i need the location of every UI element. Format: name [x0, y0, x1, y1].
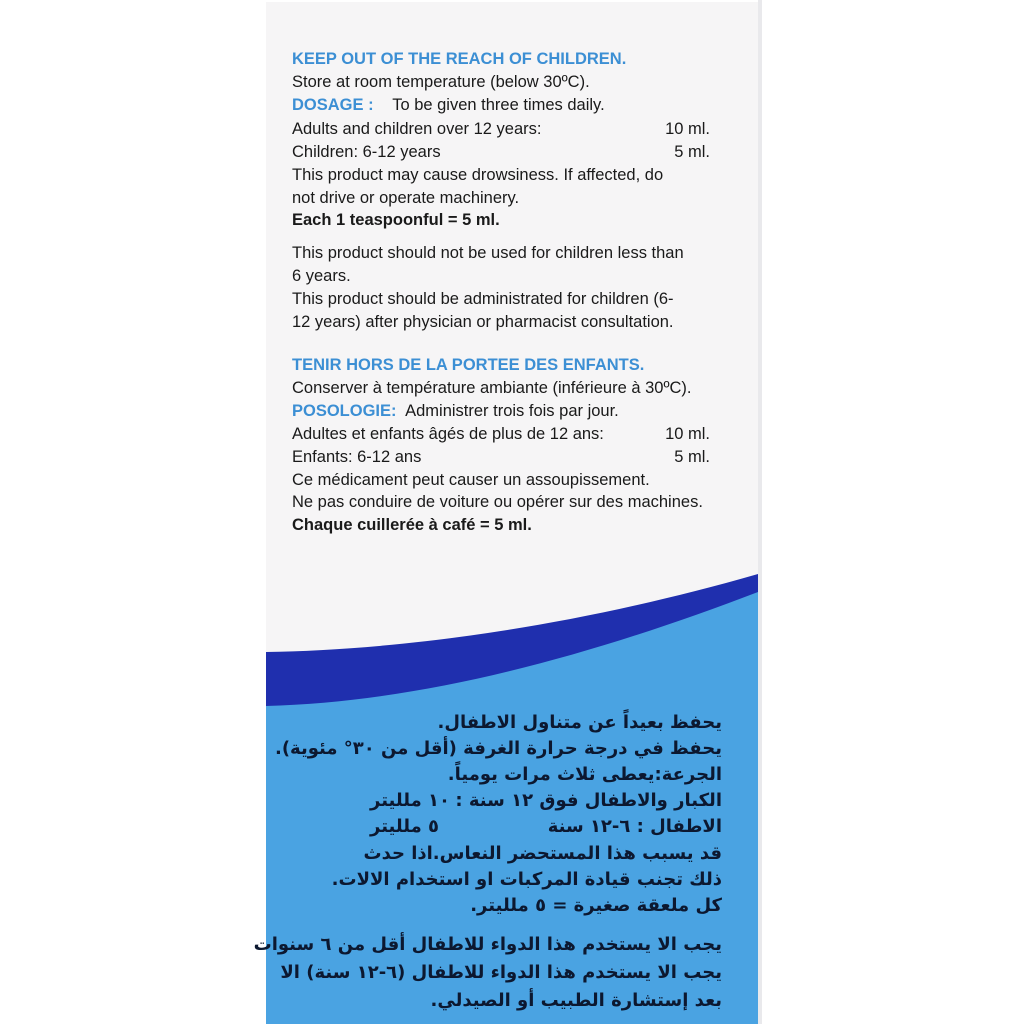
english-store: Store at room temperature (below 30ºC).	[292, 73, 590, 91]
arabic-admin-2: بعد إستشارة الطبيب أو الصيدلي.	[430, 990, 722, 1011]
arabic-line-2: يحفظ في درجة حرارة الغرفة (أقل من ٣٠° مئوية).	[274, 738, 722, 759]
arabic-children-value: ٥ ملليتر	[370, 816, 439, 837]
arabic-line-1: يحفظ بعيداً عن متناول الاطفال.	[437, 712, 722, 733]
french-heading: TENIR HORS DE LA PORTEE DES ENFANTS.	[292, 356, 645, 374]
arabic-warning-1: قد يسبب هذا المستحضر النعاس.اذا حدث	[363, 843, 722, 864]
english-adults-row	[292, 121, 740, 138]
french-warning-1: Ce médicament peut causer un assoupissement.	[292, 471, 650, 489]
french-posologie-row	[292, 403, 740, 420]
panel-edge	[758, 0, 762, 1024]
french-adults-row	[292, 426, 740, 443]
arabic-children-row	[286, 818, 722, 836]
english-teaspoon: Each 1 teaspoonful = 5 ml.	[292, 211, 500, 229]
french-spoon: Chaque cuillerée à café = 5 ml.	[292, 516, 532, 534]
dosage-label: DOSAGE :	[292, 96, 374, 114]
children-label: Children: 6-12 years	[292, 143, 441, 161]
posologie-text: Administrer trois fois par jour.	[405, 402, 619, 420]
posologie-label: POSOLOGIE:	[292, 402, 397, 420]
adults-label: Adults and children over 12 years:	[292, 120, 542, 138]
french-store: Conserver à température ambiante (inférieure à 30ºC).	[292, 379, 692, 397]
english-warning-1: This product may cause drowsiness. If affected, do	[292, 166, 664, 184]
arabic-children-label: الاطفال : ٦-١٢ سنة	[547, 816, 722, 837]
arabic-spoon: كل ملعقة صغيرة = ٥ ملليتر.	[470, 895, 722, 916]
adultes-value: 10 ml.	[665, 425, 710, 443]
english-dosage-row	[292, 97, 740, 114]
arabic-adults-row	[286, 792, 722, 810]
english-admin-1: This product should be administrated for children (6-	[292, 290, 674, 308]
english-warning-2: not drive or operate machinery.	[292, 189, 520, 207]
english-heading: KEEP OUT OF THE REACH OF CHILDREN.	[292, 50, 627, 68]
english-not-used-2: 6 years.	[292, 267, 351, 285]
english-not-used-1: This product should not be used for children less than	[292, 244, 684, 262]
label-panel	[253, 2, 758, 1024]
adultes-label: Adultes et enfants âgés de plus de 12 ans:	[292, 425, 604, 443]
french-children-row	[292, 449, 740, 466]
adults-value: 10 ml.	[665, 120, 710, 138]
arabic-not-used: يجب الا يستخدم هذا الدواء للاطفال أقل من ٦ سنوات	[253, 934, 722, 955]
children-value: 5 ml.	[674, 143, 710, 161]
enfants-label: Enfants: 6-12 ans	[292, 448, 422, 466]
enfants-value: 5 ml.	[674, 448, 710, 466]
dosage-text: To be given three times daily.	[392, 96, 605, 114]
arabic-admin-1: يجب الا يستخدم هذا الدواء للاطفال (٦-١٢ سنة) الا	[280, 962, 722, 983]
english-admin-2: 12 years) after physician or pharmacist consultation.	[292, 313, 674, 331]
arabic-adults-value: ١٠ ملليتر	[370, 790, 450, 811]
arabic-adults-label: الكبار والاطفال فوق ١٢ سنة :	[455, 790, 722, 811]
french-warning-2: Ne pas conduire de voiture ou opérer sur des machines.	[292, 493, 703, 511]
arabic-line-3: الجرعة:يعطى ثلاث مرات يومياً.	[447, 764, 722, 785]
arabic-warning-2: ذلك تجنب قيادة المركبات او استخدام الالات.	[331, 869, 722, 890]
english-children-row	[292, 144, 740, 161]
